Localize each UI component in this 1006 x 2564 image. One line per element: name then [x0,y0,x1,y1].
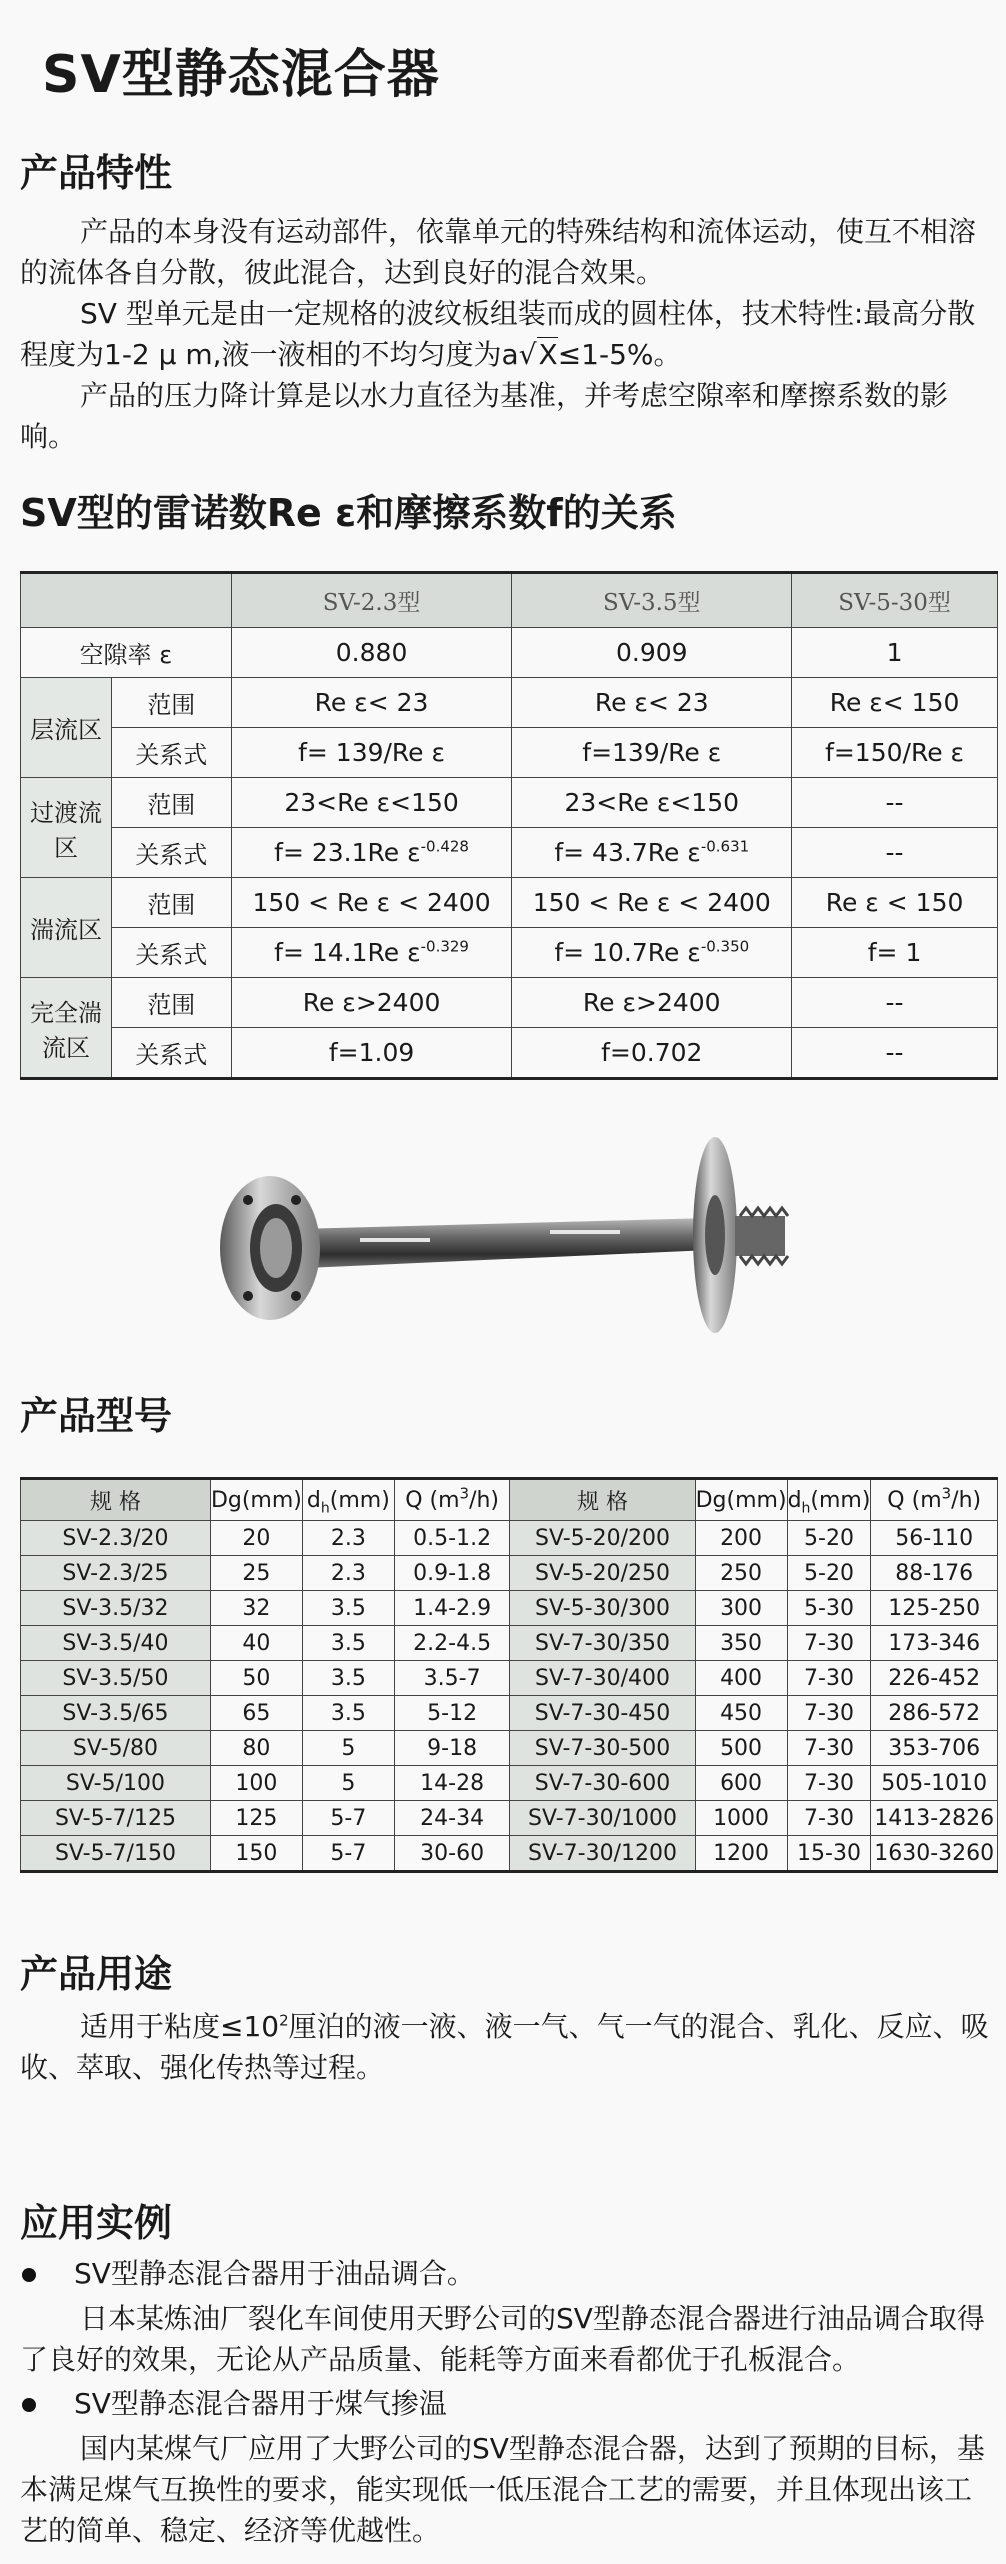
relation-value: f=0.702 [512,1028,792,1079]
void-value: 1 [792,628,998,678]
re-friction-table [20,571,998,1080]
dh-header: $d_h(mm)$ [302,1479,394,1521]
relation-value: f= 10.7Re $\varepsilon^{-0.350}$ [512,928,792,978]
table-cell: 5-20 [787,1556,871,1591]
features-text [20,211,992,457]
spec-cell: SV-7-30-600 [510,1766,695,1801]
table-cell: 7-30 [787,1766,871,1801]
spec-cell: SV-2.3/20 [21,1521,211,1556]
spec-cell: SV-7-30/1200 [510,1836,695,1872]
static-mixer-image [200,1130,820,1370]
table-cell: 3.5 [302,1591,394,1626]
table-cell: 400 [695,1661,787,1696]
relation-value: f= 23.1Re $\varepsilon^{-0.428}$ [231,828,512,878]
spec-cell: SV-5/80 [21,1731,211,1766]
q-header: Q $(m^3/h)$ [871,1479,998,1521]
table-cell: 7-30 [787,1801,871,1836]
table-cell: 3.5 [302,1696,394,1731]
table-cell: 2.3 [302,1521,394,1556]
relation-value: f= 43.7Re $\varepsilon^{-0.631}$ [512,828,792,878]
relation-value: f= 139/Re ε [231,728,512,778]
features-p3: 产品的压力降计算是以水力直径为基准，并考虑空隙率和摩擦系数的影响。 [20,379,949,453]
table-cell: 32 [210,1591,302,1626]
spec-cell: SV-7-30-500 [510,1731,695,1766]
spec-cell: SV-5-30/300 [510,1591,695,1626]
blank-header [21,573,232,628]
table-cell: 500 [695,1731,787,1766]
table-cell: 25 [210,1556,302,1591]
range-value: 23<Re ε<150 [512,778,792,828]
relation-label: 关系式 [111,1028,231,1079]
range-value: Re ε< 150 [792,678,998,728]
table-row [21,1696,998,1731]
spec-cell: SV-3.5/32 [21,1591,211,1626]
table-cell: 5 [302,1731,394,1766]
region-range-row [21,878,998,928]
re-table-header [21,573,998,628]
table-cell: 50 [210,1661,302,1696]
relation-value: f=1.09 [231,1028,512,1079]
features-p2: SV 型单元是由一定规格的波纹板组装而成的圆柱体，技术特性:最高分散程度为1-2 μ m,液一液相的不均匀度为a√X≤1-5%。 [20,297,976,371]
relation-label: 关系式 [111,728,231,778]
table-cell: 2.2-4.5 [394,1626,510,1661]
table-cell: 1200 [695,1836,787,1872]
table-cell: 14-28 [394,1766,510,1801]
table-cell: 350 [695,1626,787,1661]
region-relation-row [21,928,998,978]
region-relation-row [21,1028,998,1079]
region-range-row [21,778,998,828]
table-cell: 9-18 [394,1731,510,1766]
relation-value: f= 14.1Re $\varepsilon^{-0.329}$ [231,928,512,978]
region-relation-row [21,828,998,878]
table-row [21,1801,998,1836]
table-cell: 3.5-7 [394,1661,510,1696]
table-cell: 7-30 [787,1661,871,1696]
range-value: Re ε>2400 [512,978,792,1028]
range-value: 150 < Re ε < 2400 [231,878,512,928]
page-title: SV型静态混合器 [42,45,440,105]
range-label: 范围 [111,978,231,1028]
table-cell: 1630-3260 [871,1836,998,1872]
examples-heading: 应用实例 [20,2201,173,2245]
table-row [21,1661,998,1696]
region-label: 层流区 [21,678,112,778]
col-header: SV-2.3型 [231,573,512,628]
table-cell: 7-30 [787,1626,871,1661]
spec-cell: SV-7-30/400 [510,1661,695,1696]
relation-value: f= 1 [792,928,998,978]
usage-heading: 产品用途 [20,1952,173,1996]
table-cell: 0.9-1.8 [394,1556,510,1591]
table-cell: 173-346 [871,1626,998,1661]
void-value: 0.880 [231,628,512,678]
table-cell: 300 [695,1591,787,1626]
table-cell: 24-34 [394,1801,510,1836]
spec-cell: SV-5-7/125 [21,1801,211,1836]
example-1-body: 日本某炼油厂裂化车间使用天野公司的SV型静态混合器进行油品调合取得了良好的效果，无论从产品质量、能耗等方面来看都优于孔板混合。 [20,2302,985,2376]
table-cell: 3.5 [302,1626,394,1661]
models-header-row [21,1479,998,1521]
range-label: 范围 [111,778,231,828]
table-cell: 100 [210,1766,302,1801]
table-cell: 5-12 [394,1696,510,1731]
example-1-title: SV型静态混合器用于油品调合。 [74,2257,475,2290]
table-cell: 505-1010 [871,1766,998,1801]
range-value: Re ε< 23 [512,678,792,728]
region-range-row [21,978,998,1028]
spec-cell: SV-5/100 [21,1766,211,1801]
col-header: SV-5-30型 [792,573,998,628]
spec-cell: SV-5-7/150 [21,1836,211,1872]
region-label: 过渡流区 [21,778,112,878]
table-cell: 150 [210,1836,302,1872]
table-cell: 1.4-2.9 [394,1591,510,1626]
table-cell: 88-176 [871,1556,998,1591]
re-heading: SV型的雷诺数Re ε和摩擦系数f的关系 [20,491,677,535]
range-value: -- [792,978,998,1028]
region-range-row [21,678,998,728]
example-2-title: SV型静态混合器用于煤气掺温 [74,2387,447,2420]
example-2-body: 国内某煤气厂应用了大野公司的SV型静态混合器，达到了预期的目标，基本满足煤气互换性的要求，能实现低一低压混合工艺的需要，并且体现出该工艺的简单、稳定、经济等优越性。 [20,2432,985,2547]
table-cell: 286-572 [871,1696,998,1731]
features-heading: 产品特性 [20,151,173,195]
table-cell: 250 [695,1556,787,1591]
table-cell: 15-30 [787,1836,871,1872]
table-cell: 65 [210,1696,302,1731]
relation-label: 关系式 [111,828,231,878]
table-cell: 5-7 [302,1801,394,1836]
spec-cell: SV-7-30/1000 [510,1801,695,1836]
table-cell: 5-20 [787,1521,871,1556]
spec-cell: SV-7-30-450 [510,1696,695,1731]
void-label: 空隙率 ε [21,628,232,678]
void-value: 0.909 [512,628,792,678]
models-heading: 产品型号 [20,1394,173,1438]
table-cell: 3.5 [302,1661,394,1696]
table-cell: 1413-2826 [871,1801,998,1836]
table-cell: 0.5-1.2 [394,1521,510,1556]
table-row [21,1731,998,1766]
table-cell: 30-60 [394,1836,510,1872]
usage-text: 适用于粘度$\le 10^2$厘泊的液一液、液一气、气一气的混合、乳化、反应、吸收、萃取、强化传热等过程。 [20,2010,989,2084]
table-row [21,1521,998,1556]
table-cell: 353-706 [871,1731,998,1766]
table-row [21,1556,998,1591]
table-cell: 125 [210,1801,302,1836]
table-cell: 7-30 [787,1731,871,1766]
spec-cell: SV-3.5/50 [21,1661,211,1696]
table-cell: 40 [210,1626,302,1661]
spec-cell: SV-7-30/350 [510,1626,695,1661]
table-cell: 5-30 [787,1591,871,1626]
table-row [21,1591,998,1626]
region-label: 完全湍流区 [21,978,112,1079]
table-cell: 226-452 [871,1661,998,1696]
table-cell: 5-7 [302,1836,394,1872]
void-row [21,628,998,678]
range-value: -- [792,778,998,828]
table-cell: 7-30 [787,1696,871,1731]
table-cell: 125-250 [871,1591,998,1626]
range-label: 范围 [111,878,231,928]
relation-value: f=150/Re ε [792,728,998,778]
relation-value: -- [792,828,998,878]
bullet-icon [22,2398,36,2412]
table-row [21,1766,998,1801]
dg-header: Dg(mm) [210,1479,302,1521]
table-row [21,1626,998,1661]
relation-label: 关系式 [111,928,231,978]
table-cell: 56-110 [871,1521,998,1556]
range-value: 150 < Re ε < 2400 [512,878,792,928]
features-p1: 产品的本身没有运动部件，依靠单元的特殊结构和流体运动，使互不相溶的流体各自分散，彼此混合，达到良好的混合效果。 [20,215,977,289]
range-label: 范围 [111,678,231,728]
table-cell: 20 [210,1521,302,1556]
range-value: Re ε< 23 [231,678,512,728]
table-cell: 600 [695,1766,787,1801]
range-value: Re ε < 150 [792,878,998,928]
spec-header: 规 格 [510,1479,695,1521]
table-cell: 2.3 [302,1556,394,1591]
table-cell: 1000 [695,1801,787,1836]
relation-value: -- [792,1028,998,1079]
col-header: SV-3.5型 [512,573,792,628]
bullet-icon [22,2268,36,2282]
region-relation-row [21,728,998,778]
table-cell: 450 [695,1696,787,1731]
spec-cell: SV-3.5/40 [21,1626,211,1661]
spec-cell: SV-3.5/65 [21,1696,211,1731]
spec-header: 规 格 [21,1479,211,1521]
table-cell: 200 [695,1521,787,1556]
spec-cell: SV-2.3/25 [21,1556,211,1591]
range-value: Re ε>2400 [231,978,512,1028]
table-cell: 5 [302,1766,394,1801]
q-header: Q $(m^3/h)$ [394,1479,510,1521]
spec-cell: SV-5-20/200 [510,1521,695,1556]
table-row [21,1836,998,1872]
models-table [20,1477,998,1873]
dh-header: $d_h(mm)$ [787,1479,871,1521]
dg-header: Dg(mm) [695,1479,787,1521]
spec-cell: SV-5-20/250 [510,1556,695,1591]
range-value: 23<Re ε<150 [231,778,512,828]
relation-value: f=139/Re ε [512,728,792,778]
region-label: 湍流区 [21,878,112,978]
table-cell: 80 [210,1731,302,1766]
